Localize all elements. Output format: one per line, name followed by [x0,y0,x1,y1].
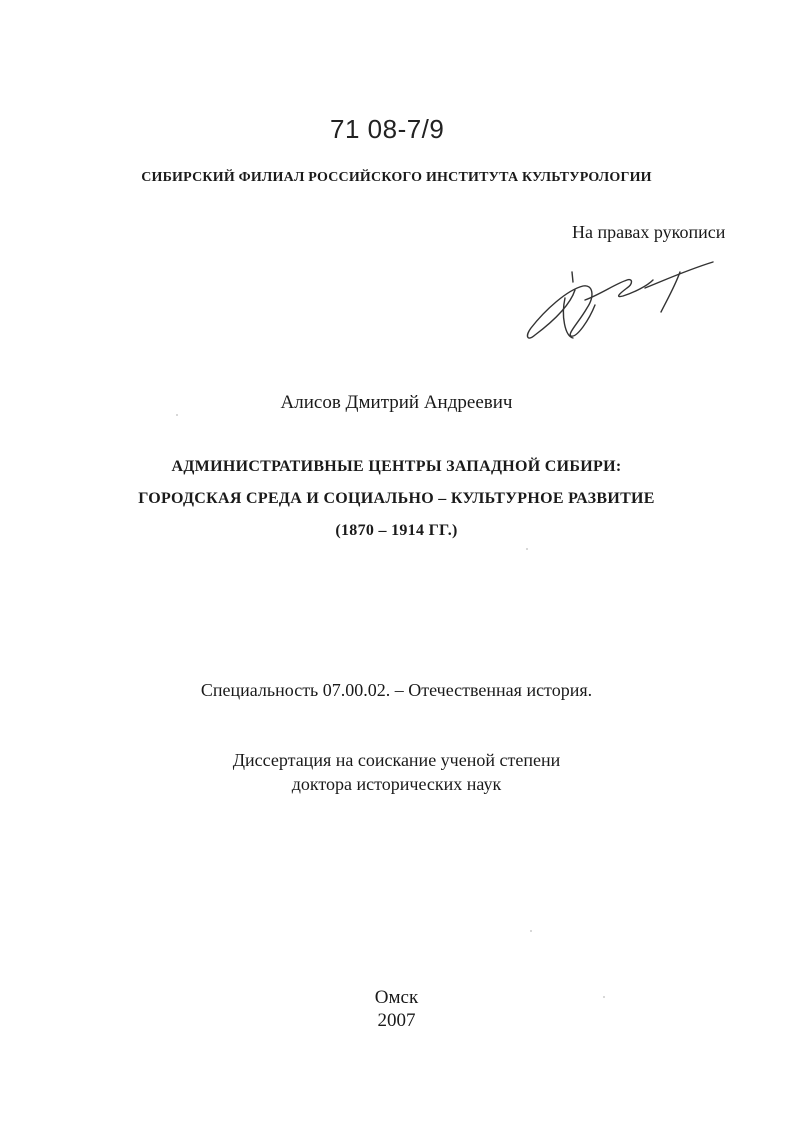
scan-speck [176,414,178,416]
handwritten-signature [515,250,725,350]
degree-line-2: доктора исторических наук [291,774,502,794]
specialty-line: Специальность 07.00.02. – Отечественная история. [200,680,593,700]
scan-speck [603,996,605,998]
dissertation-title-line-2: ГОРОДСКАЯ СРЕДА И СОЦИАЛЬНО – КУЛЬТУРНОЕ РАЗВИТИЕ [138,490,655,507]
dissertation-title-line-3: (1870 – 1914 ГГ.) [335,522,458,539]
scan-speck [530,930,532,932]
city: Омск [374,987,419,1008]
manuscript-rights-note: На правах рукописи [572,222,726,242]
archive-stamp-number: 71 08-7/9 [330,114,445,144]
scan-speck [526,548,528,550]
degree-line-1: Диссертация на соискание ученой степени [232,750,561,770]
year: 2007 [377,1010,416,1031]
dissertation-title-line-1: АДМИНИСТРАТИВНЫЕ ЦЕНТРЫ ЗАПАДНОЙ СИБИРИ: [171,458,622,475]
author-name: Алисов Дмитрий Андреевич [280,392,513,413]
institute-name: СИБИРСКИЙ ФИЛИАЛ РОССИЙСКОГО ИНСТИТУТА КУЛЬТУРОЛОГИИ [141,170,652,185]
